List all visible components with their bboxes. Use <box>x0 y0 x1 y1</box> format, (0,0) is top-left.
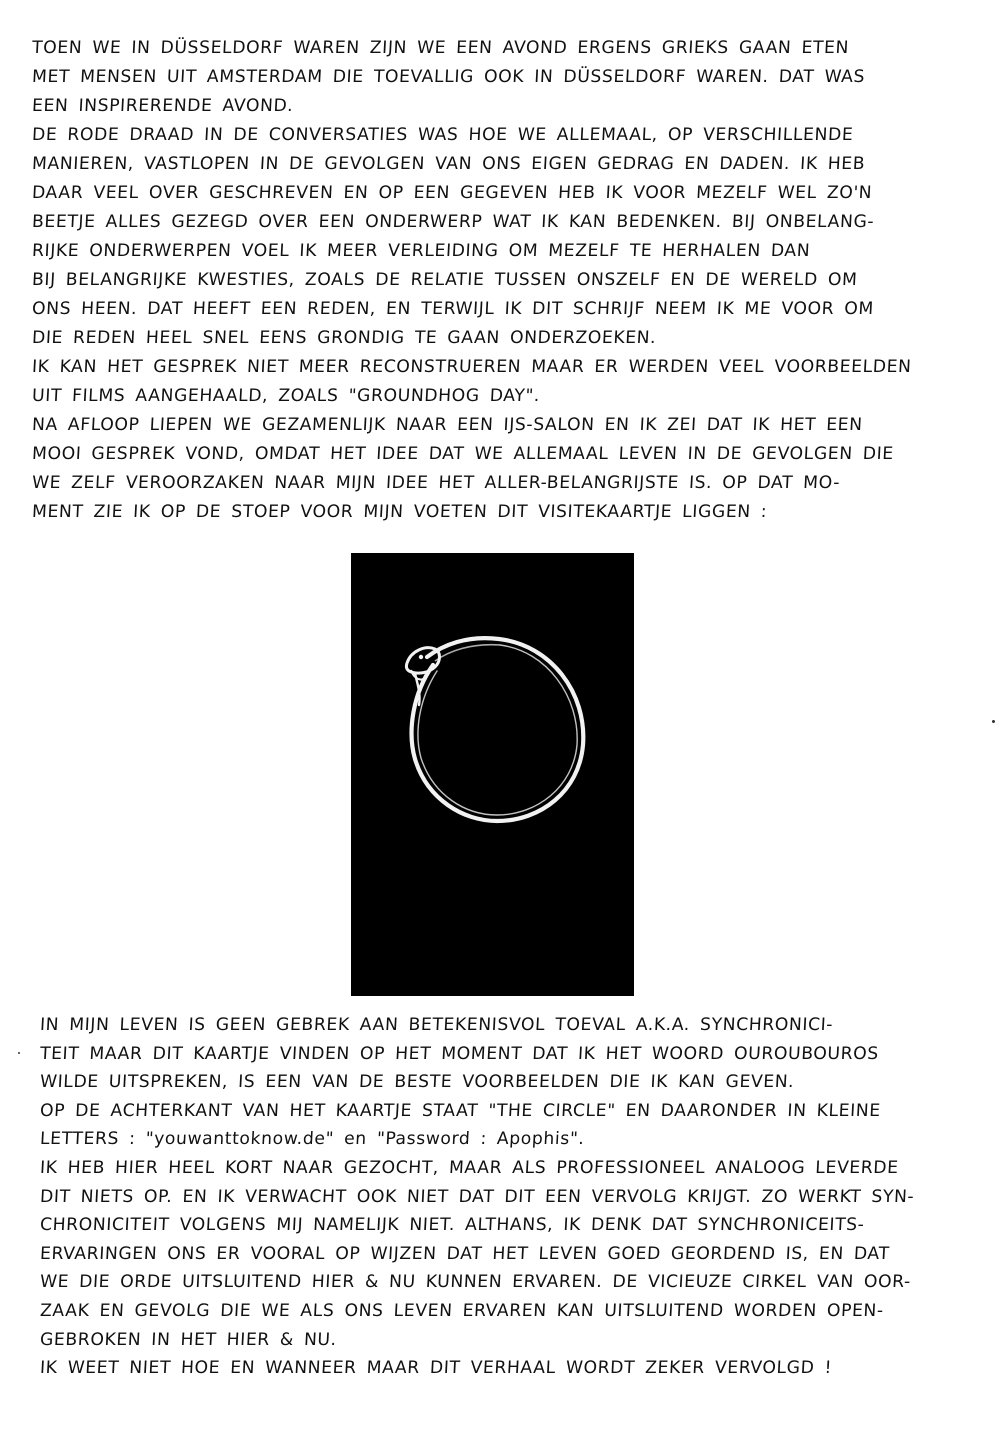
text-line: WILDE UITSPREKEN, IS EEN VAN DE BESTE VOORBEELDEN DIE IK KAN GEVEN. <box>39 1072 795 1093</box>
paper-speck <box>18 1052 20 1054</box>
text-line: WE ZELF VEROORZAKEN NAAR MIJN IDEE HET ALLER-BELANGRIJSTE IS. OP DAT MO- <box>31 473 841 493</box>
text-line: OP DE ACHTERKANT VAN HET KAARTJE STAAT "THE CIRCLE" EN DAARONDER IN KLEINE <box>39 1100 882 1121</box>
text-line: WE DIE ORDE UITSLUITEND HIER & NU KUNNEN ERVAREN. DE VICIEUZE CIRKEL VAN OOR- <box>39 1272 912 1293</box>
paper-speck <box>992 720 995 723</box>
text-line: ERVARINGEN ONS ER VOORAL OP WIJZEN DAT HET LEVEN GOED GEORDEND IS, EN DAT <box>39 1243 891 1264</box>
lower-text-block <box>40 1011 965 1383</box>
text-line: TEIT MAAR DIT KAARTJE VINDEN OP HET MOMENT DAT IK HET WOORD OUROUBOUROS <box>39 1043 880 1064</box>
text-line: DIE REDEN HEEL SNEL EENS GRONDIG TE GAAN ONDERZOEKEN. <box>31 328 657 348</box>
text-line: GEBROKEN IN HET HIER & NU. <box>39 1329 338 1350</box>
text-line: EEN INSPIRERENDE AVOND. <box>31 96 294 116</box>
text-line: DAAR VEEL OVER GESCHREVEN EN OP EEN GEGEVEN HEB IK VOOR MEZELF WEL ZO'N <box>31 183 873 203</box>
text-line: NA AFLOOP LIEPEN WE GEZAMENLIJK NAAR EEN IJS-SALON EN IK ZEI DAT IK HET EEN <box>31 415 864 435</box>
text-line: IK KAN HET GESPREK NIET MEER RECONSTRUEREN MAAR ER WERDEN VEEL VOORBEELDEN <box>31 357 913 377</box>
text-line: BIJ BELANGRIJKE KWESTIES, ZOALS DE RELATIE TUSSEN ONSZELF EN DE WERELD OM <box>31 270 858 290</box>
text-line: MET MENSEN UIT AMSTERDAM DIE TOEVALLIG OOK IN DÜSSELDORF WAREN. DAT WAS <box>31 67 866 87</box>
text-line: BEETJE ALLES GEZEGD OVER EEN ONDERWERP WAT IK KAN BEDENKEN. BIJ ONBELANG- <box>31 212 875 232</box>
text-line: UIT FILMS AANGEHAALD, ZOALS "GROUNDHOG DAY". <box>31 386 541 406</box>
text-line-mixed-case: LETTERS : "youwanttoknow.de" en "Password : Apophis". <box>39 1129 585 1150</box>
text-line: IK WEET NIET HOE EN WANNEER MAAR DIT VERHAAL WORDT ZEKER VERVOLGD ! <box>39 1358 833 1379</box>
text-line: IN MIJN LEVEN IS GEEN GEBREK AAN BETEKENISVOL TOEVAL A.K.A. SYNCHRONICI- <box>39 1015 834 1035</box>
text-line: ZAAK EN GEVOLG DIE WE ALS ONS LEVEN ERVAREN KAN UITSLUITEND WORDEN OPEN- <box>39 1300 885 1321</box>
ouroboros-icon <box>351 553 634 996</box>
text-line: MENT ZIE IK OP DE STOEP VOOR MIJN VOETEN DIT VISITEKAARTJE LIGGEN : <box>31 502 768 522</box>
text-line: CHRONICITEIT VOLGENS MIJ NAMELIJK NIET. ALTHANS, IK DENK DAT SYNCHRONICEITS- <box>39 1215 866 1236</box>
text-line: IK HEB HIER HEEL KORT NAAR GEZOCHT, MAAR ALS PROFESSIONEEL ANALOOG LEVERDE <box>39 1157 900 1178</box>
text-line: RIJKE ONDERWERPEN VOEL IK MEER VERLEIDING OM MEZELF TE HERHALEN DAN <box>31 241 811 261</box>
text-line: DIT NIETS OP. EN IK VERWACHT OOK NIET DAT DIT EEN VERVOLG KRIJGT. ZO WERKT SYN- <box>39 1186 915 1207</box>
business-card-image <box>351 553 634 996</box>
text-line: MOOI GESPREK VOND, OMDAT HET IDEE DAT WE ALLEMAAL LEVEN IN DE GEVOLGEN DIE <box>31 444 895 464</box>
text-line: DE RODE DRAAD IN DE CONVERSATIES WAS HOE WE ALLEMAAL, OP VERSCHILLENDE <box>31 125 854 145</box>
upper-text-block <box>32 34 952 527</box>
text-line: MANIEREN, VASTLOPEN IN DE GEVOLGEN VAN ONS EIGEN GEDRAG EN DADEN. IK HEB <box>31 154 866 174</box>
text-line: ONS HEEN. DAT HEEFT EEN REDEN, EN TERWIJL IK DIT SCHRIJF NEEM IK ME VOOR OM <box>31 299 875 319</box>
text-line: TOEN WE IN DÜSSELDORF WAREN ZIJN WE EEN AVOND ERGENS GRIEKS GAAN ETEN <box>31 38 850 58</box>
